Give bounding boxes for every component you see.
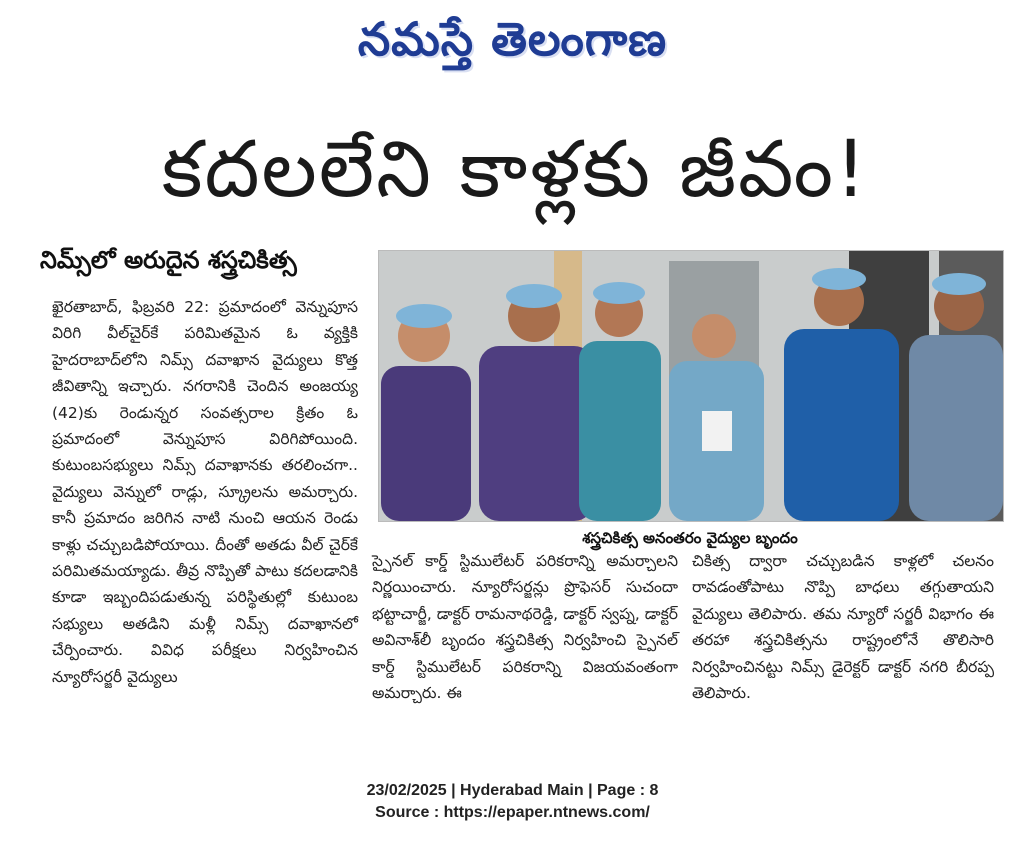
newspaper-masthead: నమస్తే తెలంగాణ — [357, 12, 668, 66]
article-column-2 — [372, 548, 678, 754]
doctors-group-photo — [379, 251, 1003, 521]
footer-date-edition: 23/02/2025 | Hyderabad Main | Page : 8 — [366, 782, 659, 799]
article-headline: కదలలేని కాళ్లకు జీవం! — [161, 125, 869, 215]
article-column-3 — [692, 548, 994, 754]
team-photo — [378, 250, 1004, 522]
article-text-col1: ఖైరతాబాద్, ఫిబ్రవరి 22: ప్రమాదంలో వెన్నుపూస విరిగి వీల్‌చైర్‌కే పరిమితమైన ఓ వ్యక్తికి హైదరాబాద్‌లోని నిమ్స్ దవాఖాన వైద్యులు కొత్త జీవితాన్ని ఇచ్చారు. నగరానికి చెందిన అంజయ్య (42)కు రెండున్నర సంవత్సరాల క్రితం ఓ ప్రమాదంలో వెన్నుపూస విరిగిపోయింది. కుటుంబసభ్యులు నిమ్స్ దవాఖానకు తరలించగా.. వైద్యులు వెన్నులో రాడ్లు, స్క్రూలను అమర్చారు. కానీ ప్రమాదం జరిగిన నాటి నుంచి ఆయన రెండు కాళ్లు చచ్చుబడిపోయాయి. దీంతో అతడు వీల్ చైర్‌కే పరిమితమయ్యాడు. తీవ్ర నొప్పితో పాటు కదలడానికి కూడా ఇబ్బందిపడుతున్న పరిస్థితుల్లో కుటుంబ సభ్యులు అతడిని మళ్లీ నిమ్స్ దవాఖానలో చేర్పించారు. వివిధ పరీక్షలు నిర్వహించిన న్యూరోసర్జరీ వైద్యులు — [52, 298, 358, 686]
article-text-col3: చికిత్స ద్వారా చచ్చుబడిన కాళ్లలో చలనం రావడంతోపాటు నొప్పి బాధలు తగ్గుతాయని వైద్యులు తెలిపారు. తమ న్యూరో సర్జరీ విభాగం ఈ తరహా శస్త్రచికిత్సను రాష్ట్రంలోనే తొలిసారి నిర్వహించినట్టు నిమ్స్ డైరెక్టర్ డాక్టర్ నగరి బీరప్ప తెలిపారు. — [692, 552, 994, 703]
article-subheadline: నిమ్స్‌లో అరుదైన శస్త్రచికిత్స — [40, 246, 297, 274]
footer — [0, 780, 1025, 824]
article-column-1 — [52, 294, 358, 754]
footer-source: Source : https://epaper.ntnews.com/ — [375, 804, 650, 821]
photo-caption: శస్త్రచికిత్స అనంతరం వైద్యుల బృందం — [582, 529, 798, 547]
article-text-col2: స్పైనల్ కార్డ్ స్టిములేటర్ పరికరాన్ని అమర్చాలని నిర్ణయించారు. న్యూరోసర్జన్లు ప్రొఫెసర్ సుచందా భట్టాచార్జీ, డాక్టర్ రామనాథరెడ్డి, డాక్టర్ స్వప్న, డాక్టర్ అవినాశ్‌లీ బృందం శస్త్రచికిత్స నిర్వహించి స్పైనల్ కార్డ్ స్టిములేటర్ పరికరాన్ని విజయవంతంగా అమర్చారు. ఈ — [372, 552, 678, 703]
